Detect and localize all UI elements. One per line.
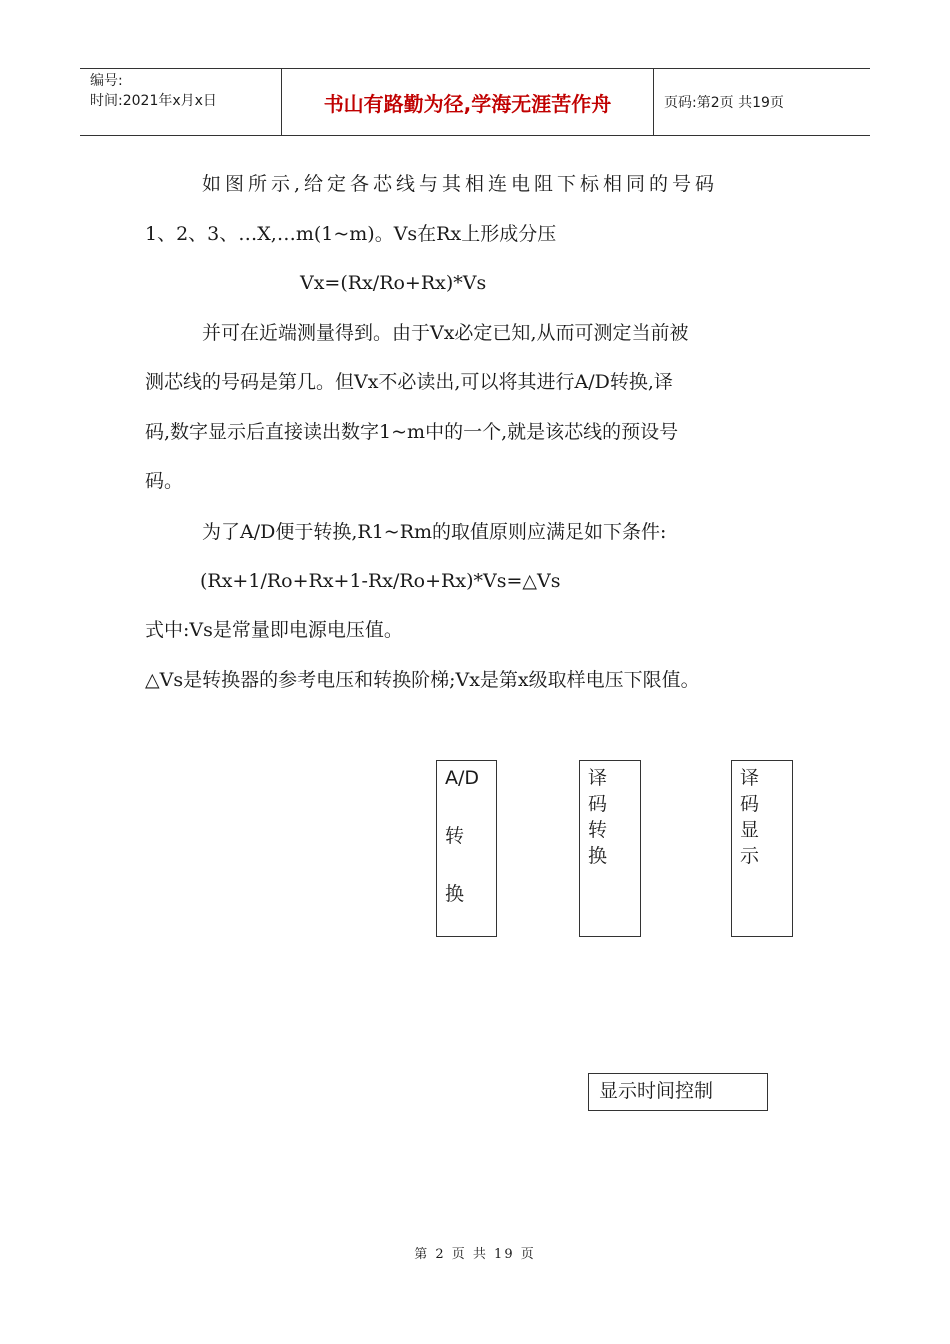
paragraph-2-line-1: 并可在近端测量得到。由于Vx必定已知,从而可测定当前被 [202, 322, 689, 344]
paragraph-5: △Vs是转换器的参考电压和转换阶梯;Vx是第x级取样电压下限值。 [145, 669, 700, 691]
display-box-char-2: 码 [740, 793, 760, 815]
serial-label: 编号: [90, 73, 123, 89]
paragraph-2-line-4: 码。 [145, 470, 184, 492]
display-box-char-1: 译 [740, 767, 760, 789]
paragraph-2-line-2: 测芯线的号码是第几。但Vx不必读出,可以将其进行A/D转换,译 [145, 371, 673, 393]
header-page-info: 页码:第2页 共19页 [664, 95, 784, 111]
formula-2: (Rx+1/Ro+Rx+1-Rx/Ro+Rx)*Vs=△Vs [200, 570, 561, 592]
paragraph-2-line-3: 码,数字显示后直接读出数字1~m中的一个,就是该芯线的预设号 [145, 421, 679, 443]
display-box-char-3: 显 [740, 819, 760, 841]
header-meta [80, 69, 282, 135]
ad-converter-box [436, 760, 497, 937]
paragraph-3: 为了A/D便于转换,R1~Rm的取值原则应满足如下条件: [202, 521, 667, 543]
paragraph-4: 式中:Vs是常量即电源电压值。 [145, 619, 403, 641]
ad-box-line-3: 换 [445, 883, 465, 905]
ad-box-line-2: 转 [445, 825, 465, 847]
decode-box-char-1: 译 [588, 767, 608, 789]
decode-display-box [731, 760, 793, 937]
formula-1: Vx=(Rx/Ro+Rx)*Vs [300, 272, 487, 294]
page-footer: 第 2 页 共 19 页 [414, 1247, 536, 1262]
ad-box-line-1: A/D [445, 767, 480, 789]
page-header [80, 68, 870, 136]
decode-box-char-4: 换 [588, 845, 608, 867]
decode-convert-box [579, 760, 641, 937]
display-box-char-4: 示 [740, 845, 760, 867]
time-label: 时间:2021年x月x日 [90, 93, 217, 109]
decode-box-char-3: 转 [588, 819, 608, 841]
paragraph-1-line-2: 1、2、3、…X,…m(1~m)。Vs在Rx上形成分压 [145, 223, 557, 245]
paragraph-1-line-1: 如图所示,给定各芯线与其相连电阻下标相同的号码 [202, 173, 719, 195]
header-motto: 书山有路勤为径,学海无涯苦作舟 [282, 69, 654, 135]
decode-box-char-2: 码 [588, 793, 608, 815]
display-timer-box: 显示时间控制 [588, 1073, 768, 1111]
